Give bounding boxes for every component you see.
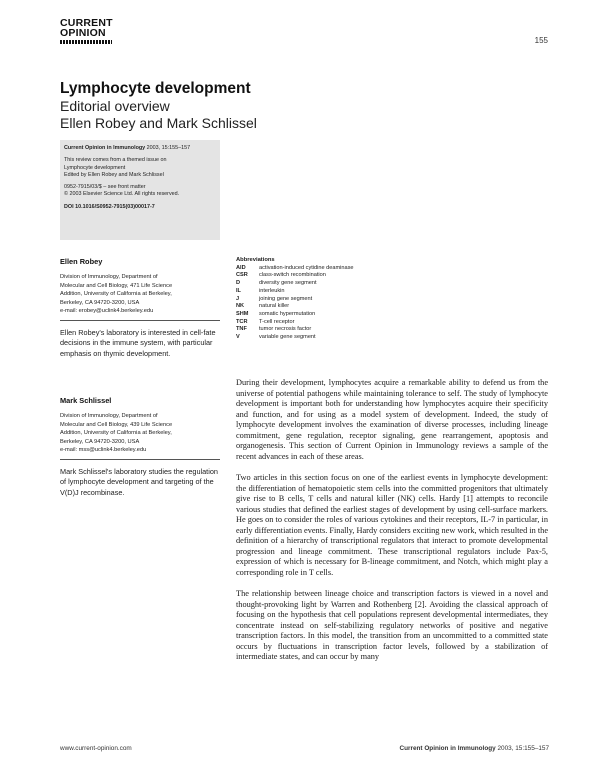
title-block: [60, 80, 460, 132]
abbr-row: [236, 280, 466, 288]
journal-name: Current Opinion in Immunology: [64, 145, 146, 151]
abbr-key: IL: [236, 287, 241, 294]
abbr-value: diversity gene segment: [259, 280, 317, 287]
abbr-row: [236, 334, 466, 342]
affil-line: Berkeley, CA 94720-3200, USA: [60, 438, 140, 445]
abbr-key: SHM: [236, 310, 249, 317]
copyright: © 2003 Elsevier Science Ltd. All rights reserved.: [64, 191, 180, 198]
abbreviations-list: [236, 257, 466, 342]
abbr-value: joining gene segment: [259, 295, 313, 302]
author-name: Mark Schlissel: [60, 396, 112, 405]
abbr-value: class-switch recombination: [259, 272, 326, 279]
divider: [60, 459, 220, 460]
themed-issue-text: This review comes from a themed issue on: [64, 157, 167, 164]
article-title: Lymphocyte development: [60, 80, 251, 97]
abbr-key: TCR: [236, 318, 248, 325]
body-paragraph-3: The relationship between lineage choice and transcription factors is viewed in a novel and thought-provoking light by Warren and Rothenberg [2]. Avoiding the classical approach of focusing on the hypothesis that cell populations represent developmental intermediates, they concentrate instead on self-stabilizing regulatory networks of positive and negative transcription factors. In this model, the transition from an uncommitted to a committed state occurs by fluctuations in transcription factor levels, followed by a stabilization of intermediate states, and can occur by many: [236, 589, 548, 661]
abbr-value: T-cell receptor: [259, 318, 295, 325]
body-paragraph-1: During their development, lymphocytes acquire a remarkable ability to defend us from the universe of potential pathogens while maintaining tolerance to self. The study of lymphocyte development is important both for understanding how lymphocytes acquire their specificity and function, and for using as a model system of development. Indeed, the study of lymphocyte development involves the examination of diverse processes, including lineage commitment, gene regulation, receptor signaling, gene rearrangement, apoptosis and organogenesis. This section of Current Opinion in Immunology reviews a sample of the recent advances in each of these areas.: [236, 378, 548, 461]
abbr-row: [236, 296, 466, 304]
footer-citation: [399, 745, 549, 752]
journal-volume: 2003, 15:155–157: [145, 145, 191, 151]
abbr-row: [236, 303, 466, 311]
journal-logo: [60, 18, 120, 44]
abbr-key: NK: [236, 303, 245, 310]
article-authors: Ellen Robey and Mark Schlissel: [60, 115, 257, 131]
body-text: [236, 378, 548, 674]
abbr-row: [236, 288, 466, 296]
affil-line: Molecular and Cell Biology, 439 Life Science: [60, 421, 173, 428]
abbr-value: somatic hypermutation: [259, 310, 316, 317]
author-affiliation: [60, 273, 220, 316]
affil-line: Division of Immunology, Department of: [60, 413, 158, 419]
logo-bar: [60, 40, 112, 44]
edited-by: Edited by Ellen Robey and Mark Schlissel: [64, 171, 164, 178]
article-type: Editorial overview: [60, 98, 170, 114]
abbr-row: [236, 319, 466, 327]
affil-line: Berkeley, CA 94720-3200, USA: [60, 299, 140, 306]
abbr-row: [236, 272, 466, 280]
doi-link[interactable]: DOI 10.1016/S0952-7915(03)00017-7: [64, 203, 155, 210]
abbr-value: activation-induced cytidine deaminase: [259, 264, 354, 271]
affil-line: Division of Immunology, Department of: [60, 274, 158, 280]
abbr-key: V: [236, 334, 240, 341]
abbr-value: variable gene segment: [259, 334, 316, 341]
divider: [60, 320, 220, 321]
abbr-value: natural killer: [259, 303, 290, 310]
abbr-key: J: [236, 295, 240, 302]
abbr-key: CSR: [236, 272, 248, 279]
article-info-box: [60, 140, 220, 240]
abbr-value: tumor necrosis factor: [259, 326, 312, 333]
author-description: Mark Schlissel's laboratory studies the regulation of lymphocyte development and targeting of the V(D)J recombinase.: [60, 466, 218, 497]
page-number: 155: [534, 36, 548, 45]
author-affiliation: [60, 412, 220, 455]
author-email[interactable]: e-mail: erobey@uclink4.berkeley.edu: [60, 308, 154, 315]
footer-volume: 2003, 15:155–157: [495, 745, 549, 752]
abbr-key: TNF: [236, 326, 247, 333]
affil-line: Addition, University of California at Berkeley,: [60, 291, 172, 298]
abbr-row: [236, 265, 466, 273]
footer-journal-name: Current Opinion in Immunology: [399, 745, 496, 752]
author-name: Ellen Robey: [60, 257, 103, 266]
abbr-value: interleukin: [259, 287, 285, 294]
abbr-key: D: [236, 280, 241, 287]
theme-name: Lymphocyte development: [64, 164, 126, 171]
author-description: Ellen Robey's laboratory is interested in cell-fate decisions in the immune system, with particular emphasis on thymic development.: [60, 327, 216, 358]
footer-website-link[interactable]: www.current-opinion.com: [60, 745, 132, 752]
issn: 0952-7915/03/$ – see front matter: [64, 184, 146, 191]
logo-line-1: CURRENT: [60, 17, 113, 29]
author-bio-robey: [60, 257, 220, 359]
author-email[interactable]: e-mail: mss@uclink4.berkeley.edu: [60, 447, 147, 454]
journal-citation: [64, 145, 216, 152]
affil-line: Addition, University of California at Berkeley,: [60, 430, 172, 437]
affil-line: Molecular and Cell Biology, 471 Life Science: [60, 282, 173, 289]
abbr-key: AID: [236, 264, 246, 271]
logo-line-2: OPINION: [60, 27, 106, 39]
author-bio-schlissel: [60, 396, 220, 498]
abbr-row: [236, 311, 466, 319]
abbreviations-heading: Abbreviations: [236, 257, 275, 263]
abbr-row: [236, 326, 466, 334]
body-paragraph-2: Two articles in this section focus on one of the earliest events in lymphocyte development: the differentiation of hematopoietic stem cells into the committed progenitors that ultimately give rise to B cells, T cells and natural killer (NK) cells. Hardy [1] attempts to reconcile various studies that defined the earliest stages of development by using cell-surface markers. He goes on to consider the roles of various cytokines and their receptors, IL-7 in particular, in early differentiation events. Finally, Hardy considers exciting new work, which resulted in the definition of a hierarchy of transcriptional regulators that interact to promote developmental progression and lineage commitment. These transcriptional regulators include Pax-5, expression of which is necessary for B-lineage commitment, and Notch, which might play a corresponding role in T cells.: [236, 473, 548, 577]
